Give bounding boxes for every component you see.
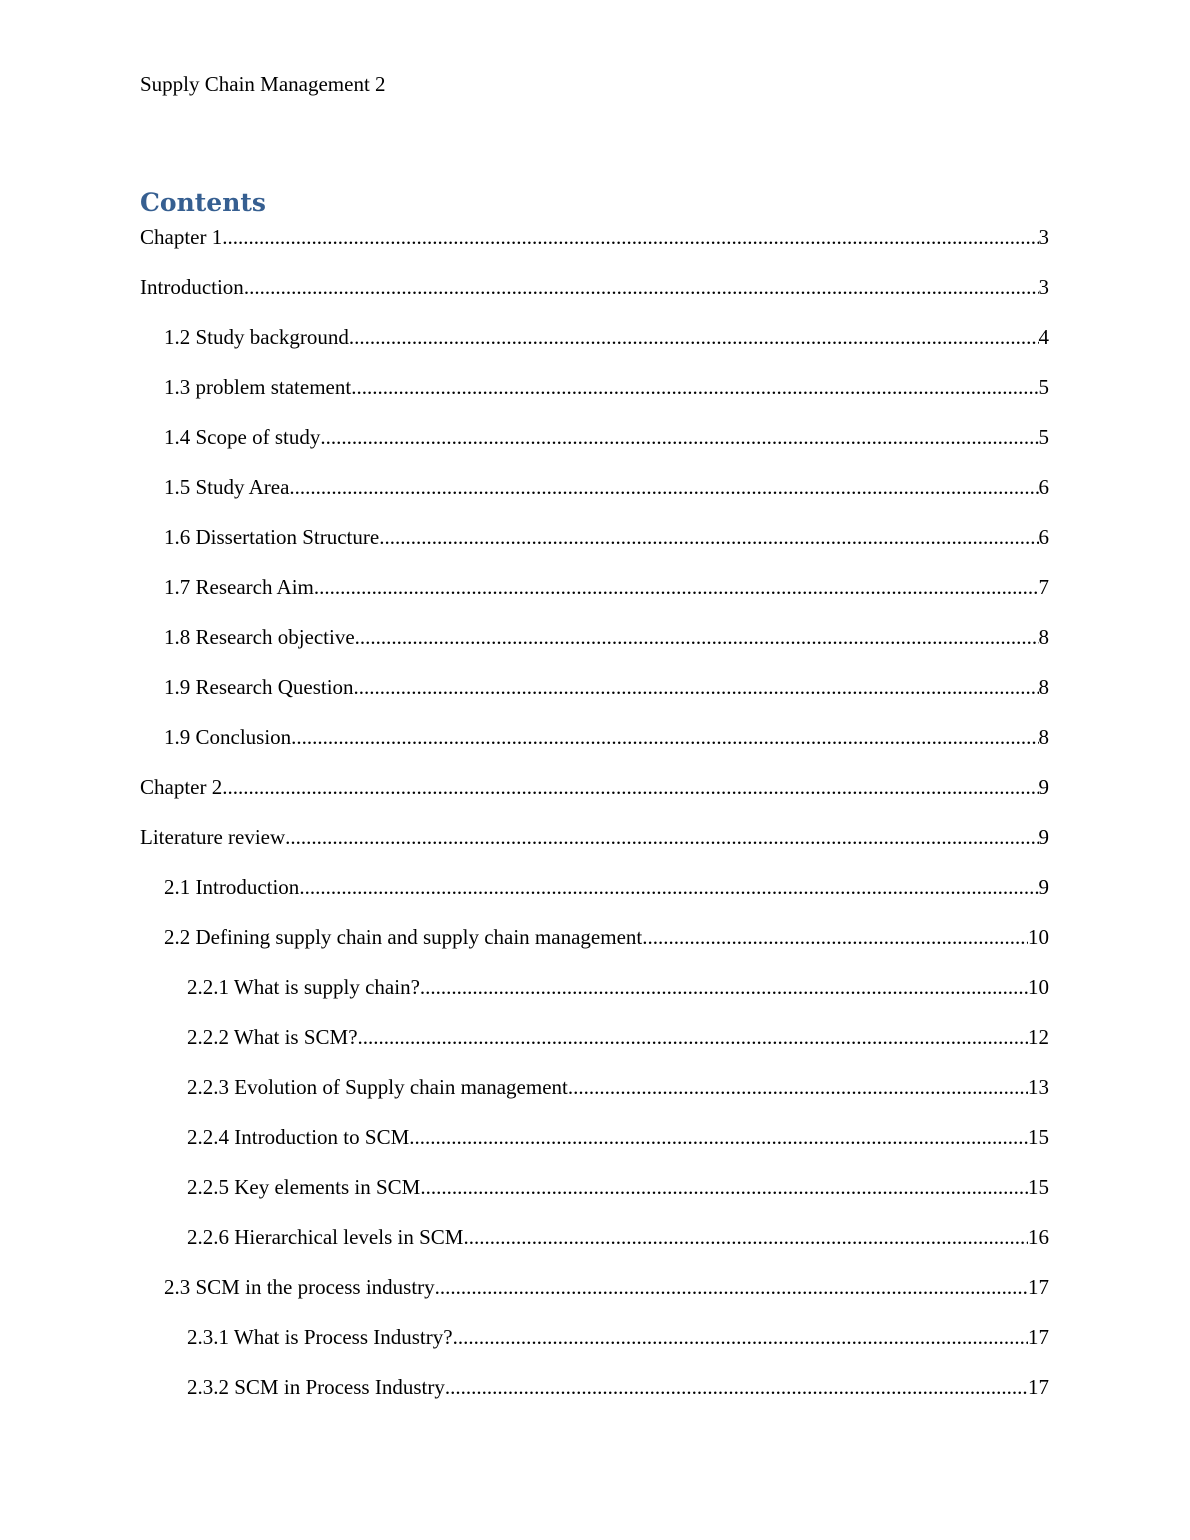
toc-entry-title[interactable]: 2.2.2 What is SCM? [187, 1025, 358, 1049]
toc-entry-title[interactable]: 2.3.1 What is Process Industry? [187, 1325, 453, 1349]
toc-entry-title[interactable]: 2.2.5 Key elements in SCM [187, 1175, 421, 1199]
toc-entry[interactable] [140, 524, 1049, 574]
toc-dot-leader [355, 624, 1039, 650]
toc-entry[interactable] [140, 574, 1049, 624]
toc-entry[interactable] [140, 974, 1049, 1024]
toc-dot-leader [435, 1274, 1028, 1300]
toc-entry-page[interactable]: 8 [1038, 625, 1049, 649]
toc-entry[interactable] [140, 324, 1049, 374]
toc-dot-leader [568, 1074, 1028, 1100]
toc-entry-page[interactable]: 17 [1028, 1375, 1049, 1399]
toc-entry-title[interactable]: 2.1 Introduction [164, 875, 300, 899]
toc-entry-title[interactable]: 2.2.6 Hierarchical levels in SCM [187, 1225, 464, 1249]
toc-dot-leader [453, 1324, 1028, 1350]
toc-dot-leader [642, 924, 1028, 950]
toc-entry-title[interactable]: 2.2.1 What is supply chain? [187, 975, 420, 999]
toc-entry-title[interactable]: 2.2 Defining supply chain and supply chain management [164, 925, 643, 949]
toc-entry-title[interactable]: Introduction [140, 275, 244, 299]
toc-entry[interactable] [140, 824, 1049, 874]
toc-entry-title[interactable]: 2.3 SCM in the process industry [164, 1275, 435, 1299]
toc-entry-page[interactable]: 3 [1038, 225, 1049, 249]
toc-dot-leader [314, 574, 1039, 600]
toc-dot-leader [285, 824, 1038, 850]
toc-entry[interactable] [140, 1224, 1049, 1274]
toc-entry-page[interactable]: 6 [1038, 475, 1049, 499]
toc-entry[interactable] [140, 1324, 1049, 1374]
toc-entry-title[interactable]: 1.8 Research objective [164, 625, 355, 649]
toc-entry-page[interactable]: 9 [1038, 875, 1049, 899]
toc-entry-title[interactable]: 1.7 Research Aim [164, 575, 314, 599]
toc-dot-leader [358, 1024, 1028, 1050]
toc-entry[interactable] [140, 424, 1049, 474]
toc-dot-leader [244, 274, 1039, 300]
toc-dot-leader [222, 774, 1038, 800]
toc-entry-title[interactable]: Chapter 1 [140, 225, 223, 249]
toc-entry[interactable] [140, 224, 1049, 274]
toc-entry-page[interactable]: 17 [1028, 1275, 1049, 1299]
toc-dot-leader [354, 674, 1039, 700]
toc-entry-page[interactable]: 10 [1028, 975, 1049, 999]
toc-entry-page[interactable]: 10 [1028, 925, 1049, 949]
toc-entry-title[interactable]: Chapter 2 [140, 775, 223, 799]
toc-dot-leader [291, 724, 1038, 750]
table-of-contents [140, 224, 1049, 1424]
toc-dot-leader [463, 1224, 1028, 1250]
toc-entry[interactable] [140, 674, 1049, 724]
toc-entry-page[interactable]: 5 [1038, 375, 1049, 399]
toc-dot-leader [320, 424, 1038, 450]
toc-entry-page[interactable]: 7 [1038, 575, 1049, 599]
toc-dot-leader [289, 474, 1038, 500]
toc-dot-leader [445, 1374, 1028, 1400]
toc-entry[interactable] [140, 1374, 1049, 1424]
toc-entry[interactable] [140, 274, 1049, 324]
toc-entry[interactable] [140, 774, 1049, 824]
toc-entry-title[interactable]: 1.2 Study background [164, 325, 349, 349]
toc-entry[interactable] [140, 874, 1049, 924]
toc-dot-leader [351, 374, 1038, 400]
toc-entry-page[interactable]: 8 [1038, 675, 1049, 699]
toc-entry-page[interactable]: 13 [1028, 1075, 1049, 1099]
toc-entry-page[interactable]: 15 [1028, 1175, 1049, 1199]
toc-entry[interactable] [140, 1174, 1049, 1224]
toc-entry-page[interactable]: 8 [1038, 725, 1049, 749]
toc-heading: Contents [140, 188, 267, 217]
toc-entry-page[interactable]: 9 [1038, 825, 1049, 849]
toc-entry[interactable] [140, 1274, 1049, 1324]
toc-entry[interactable] [140, 1124, 1049, 1174]
toc-dot-leader [299, 874, 1038, 900]
toc-entry-page[interactable]: 17 [1028, 1325, 1049, 1349]
toc-entry-page[interactable]: 3 [1038, 275, 1049, 299]
toc-entry-title[interactable]: Literature review [140, 825, 286, 849]
toc-entry-title[interactable]: 1.5 Study Area [164, 475, 290, 499]
toc-dot-leader [420, 974, 1028, 1000]
toc-entry[interactable] [140, 1024, 1049, 1074]
toc-entry-title[interactable]: 1.3 problem statement [164, 375, 352, 399]
toc-dot-leader [379, 524, 1038, 550]
toc-entry-title[interactable]: 1.6 Dissertation Structure [164, 525, 380, 549]
toc-entry[interactable] [140, 924, 1049, 974]
toc-entry-page[interactable]: 9 [1038, 775, 1049, 799]
toc-entry-title[interactable]: 2.2.3 Evolution of Supply chain management [187, 1075, 568, 1099]
toc-entry-page[interactable]: 12 [1028, 1025, 1049, 1049]
toc-entry[interactable] [140, 624, 1049, 674]
toc-entry-title[interactable]: 1.9 Conclusion [164, 725, 292, 749]
toc-dot-leader [420, 1174, 1028, 1200]
toc-entry-page[interactable]: 4 [1038, 325, 1049, 349]
toc-dot-leader [222, 224, 1038, 250]
toc-entry-title[interactable]: 1.4 Scope of study [164, 425, 321, 449]
toc-entry[interactable] [140, 724, 1049, 774]
toc-entry-title[interactable]: 2.2.4 Introduction to SCM [187, 1125, 410, 1149]
toc-dot-leader [409, 1124, 1028, 1150]
toc-dot-leader [349, 324, 1039, 350]
running-header: Supply Chain Management 2 [140, 72, 386, 96]
toc-entry[interactable] [140, 374, 1049, 424]
toc-entry[interactable] [140, 474, 1049, 524]
toc-entry[interactable] [140, 1074, 1049, 1124]
toc-entry-title[interactable]: 2.3.2 SCM in Process Industry [187, 1375, 445, 1399]
toc-entry-title[interactable]: 1.9 Research Question [164, 675, 354, 699]
toc-entry-page[interactable]: 5 [1038, 425, 1049, 449]
toc-entry-page[interactable]: 16 [1028, 1225, 1049, 1249]
toc-entry-page[interactable]: 6 [1038, 525, 1049, 549]
toc-entry-page[interactable]: 15 [1028, 1125, 1049, 1149]
